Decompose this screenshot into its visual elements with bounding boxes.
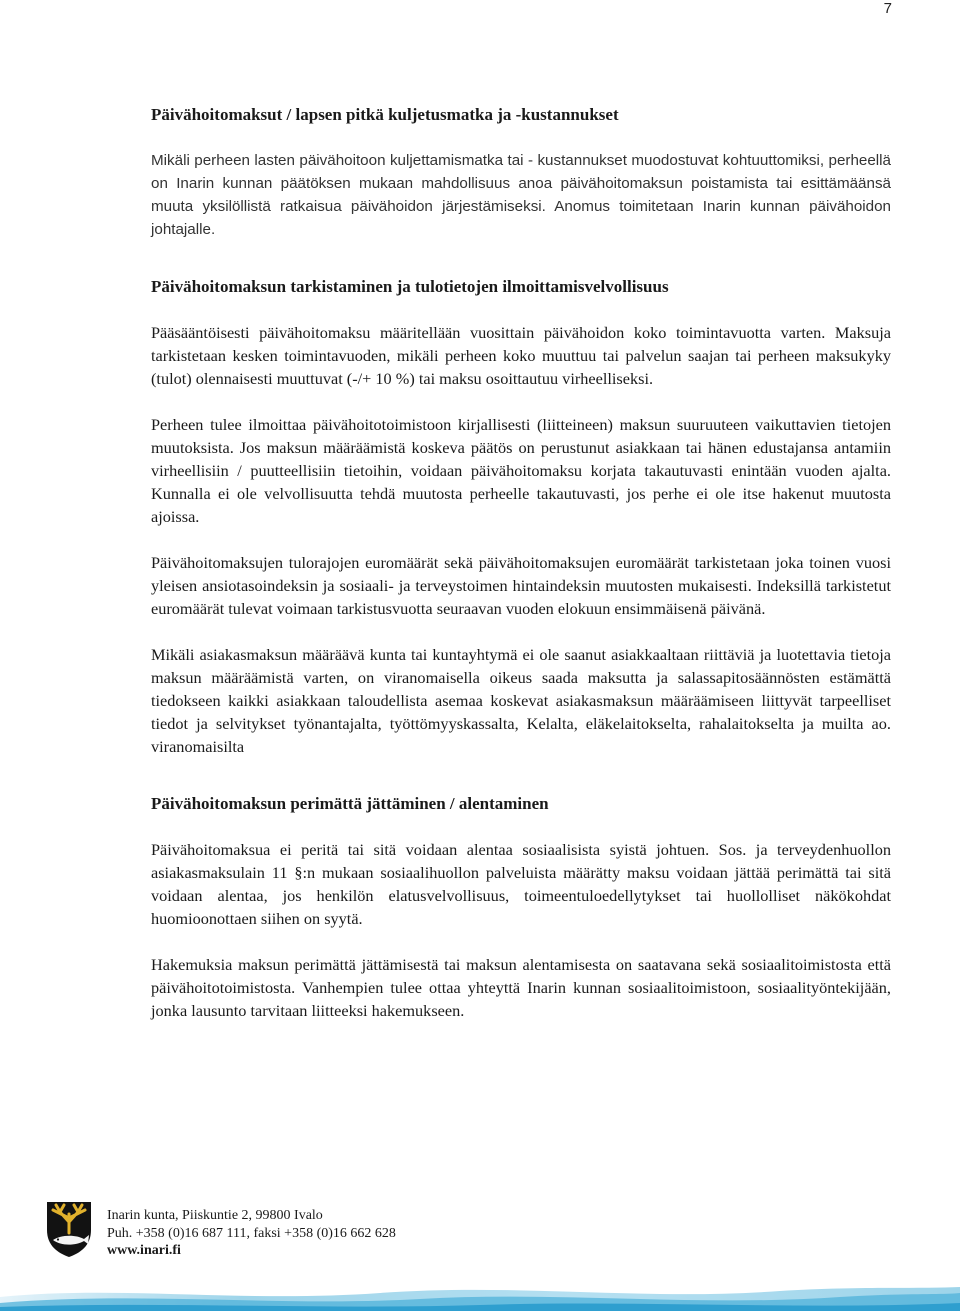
footer-phone: Puh. +358 (0)16 687 111, faksi +358 (0)16 662 628 [107,1225,396,1241]
inari-coat-of-arms-icon [44,1200,94,1258]
footer-contact [107,1207,396,1260]
paragraph-transport: Mikäli perheen lasten päivähoitoon kuljettamismatka tai - kustannukset muodostuvat kohtuuttomiksi, perheellä on Inarin kunnan päätöksen mukaan mahdollisuus anoa päivähoitomaksun poistamista tai esittämäänsä muuta yksilöllistä ratkaisua päivähoidon järjestämiseksi. Anomus toimitetaan Inarin kunnan päivähoidon johtajalle. [151,152,891,238]
paragraph-waiver-1: Päivähoitomaksua ei peritä tai sitä voidaan alentaa sosiaalisista syistä johtuen. Sos. ja terveydenhuollon asiakasmaksulain 11 §:n mukaan sosiaalihuollon palveluista määrätty maksu voidaan jättää perimättä tai sitä voidaan alentaa, jos henkilön elatusvelvollisuus, toimeentuloedellytykset tai huollolliset näkökohdat huomioonottaen siihen on syytä. [151,840,891,928]
footer-address: Inarin kunta, Piiskuntie 2, 99800 Ivalo [107,1208,323,1223]
paragraph-review-3: Päivähoitomaksujen tulorajojen euromäärät sekä päivähoitomaksujen euromäärät tarkistetaan joka toinen vuosi yleisen ansiotasoindeksin ja sosiaali- ja terveystoimen hintaindeksin muutosten mukaisesti. Indeksillä tarkistetut euromäärät tulevat voimaan tarkistusvuotta seuraavan vuoden elokuun ensimmäisenä päivänä. [151,553,891,618]
paragraph-review-2: Perheen tulee ilmoittaa päivähoitotoimistoon kirjallisesti (liitteineen) maksun suuruuteen vaikuttavien tietojen muutoksista. Jos maksun määräämistä koskeva päätös on perustunut asiakkaan tai hänen edustajansa antamiin virheellisiin / puutteellisiin tietoihin, voidaan päivähoitomaksu korjata takautuvasti enintään vuoden ajalta. Kunnalla ei ole velvollisuutta tehdä muutosta perheelle takautuvasti, jos perhe ei ole itse hakenut muutosta ajoissa. [151,415,891,526]
paragraph-waiver-2: Hakemuksia maksun perimättä jättämisestä tai maksun alentamisesta on saatavana sekä sosiaalitoimistosta että päivähoitotoimistosta. Vanhempien tulee ottaa yhteyttä Inarin kunnan sosiaalitoimistoon, sosiaalityöntekijään, jonka lausunto tarvitaan liitteeksi hakemukseen. [151,955,891,1020]
paragraph-review-1: Pääsääntöisesti päivähoitomaksu määritellään vuosittain päivähoidon koko toimintavuotta varten. Maksuja tarkistetaan kesken toimintavuoden, mikäli perheen koko muuttuu tai palvelun saajan tai perheen maksukyky (tulot) olennaisesti muuttuvat (-/+ 10 %) tai maksu osoittautuu virheelliseksi. [151,323,891,388]
paragraph-review-4: Mikäli asiakasmaksun määräävä kunta tai kuntayhtymä ei ole saanut asiakkaaltaan riittäviä ja luotettavia tietoja maksun määräämistä varten, on viranomaisella oikeus saada maksutta ja salassapitosäännösten estämättä tiedokseen kaikki asiakkaan taloudellista asemaa koskevat asiakasmaksun määräämiseen liittyvät tarpeelliset tiedot ja selvitykset työnantajalta, työttömyyskassalta, Kelalta, eläkelaitokselta, rahalaitokselta ja muilta ao. viranomaisilta [151,645,891,756]
section-heading-transport: Päivähoitomaksut / lapsen pitkä kuljetusmatka ja -kustannukset [151,105,619,124]
section-heading-waiver: Päivähoitomaksun perimättä jättäminen / alentaminen [151,794,549,813]
footer-wave-decoration [0,1277,960,1311]
document-body [151,103,891,1022]
section-heading-review: Päivähoitomaksun tarkistaminen ja tulotietojen ilmoittamisvelvollisuus [151,277,669,296]
footer-website-link[interactable]: www.inari.fi [107,1243,181,1258]
page-number: 7 [883,0,892,17]
page-footer [0,1195,960,1311]
